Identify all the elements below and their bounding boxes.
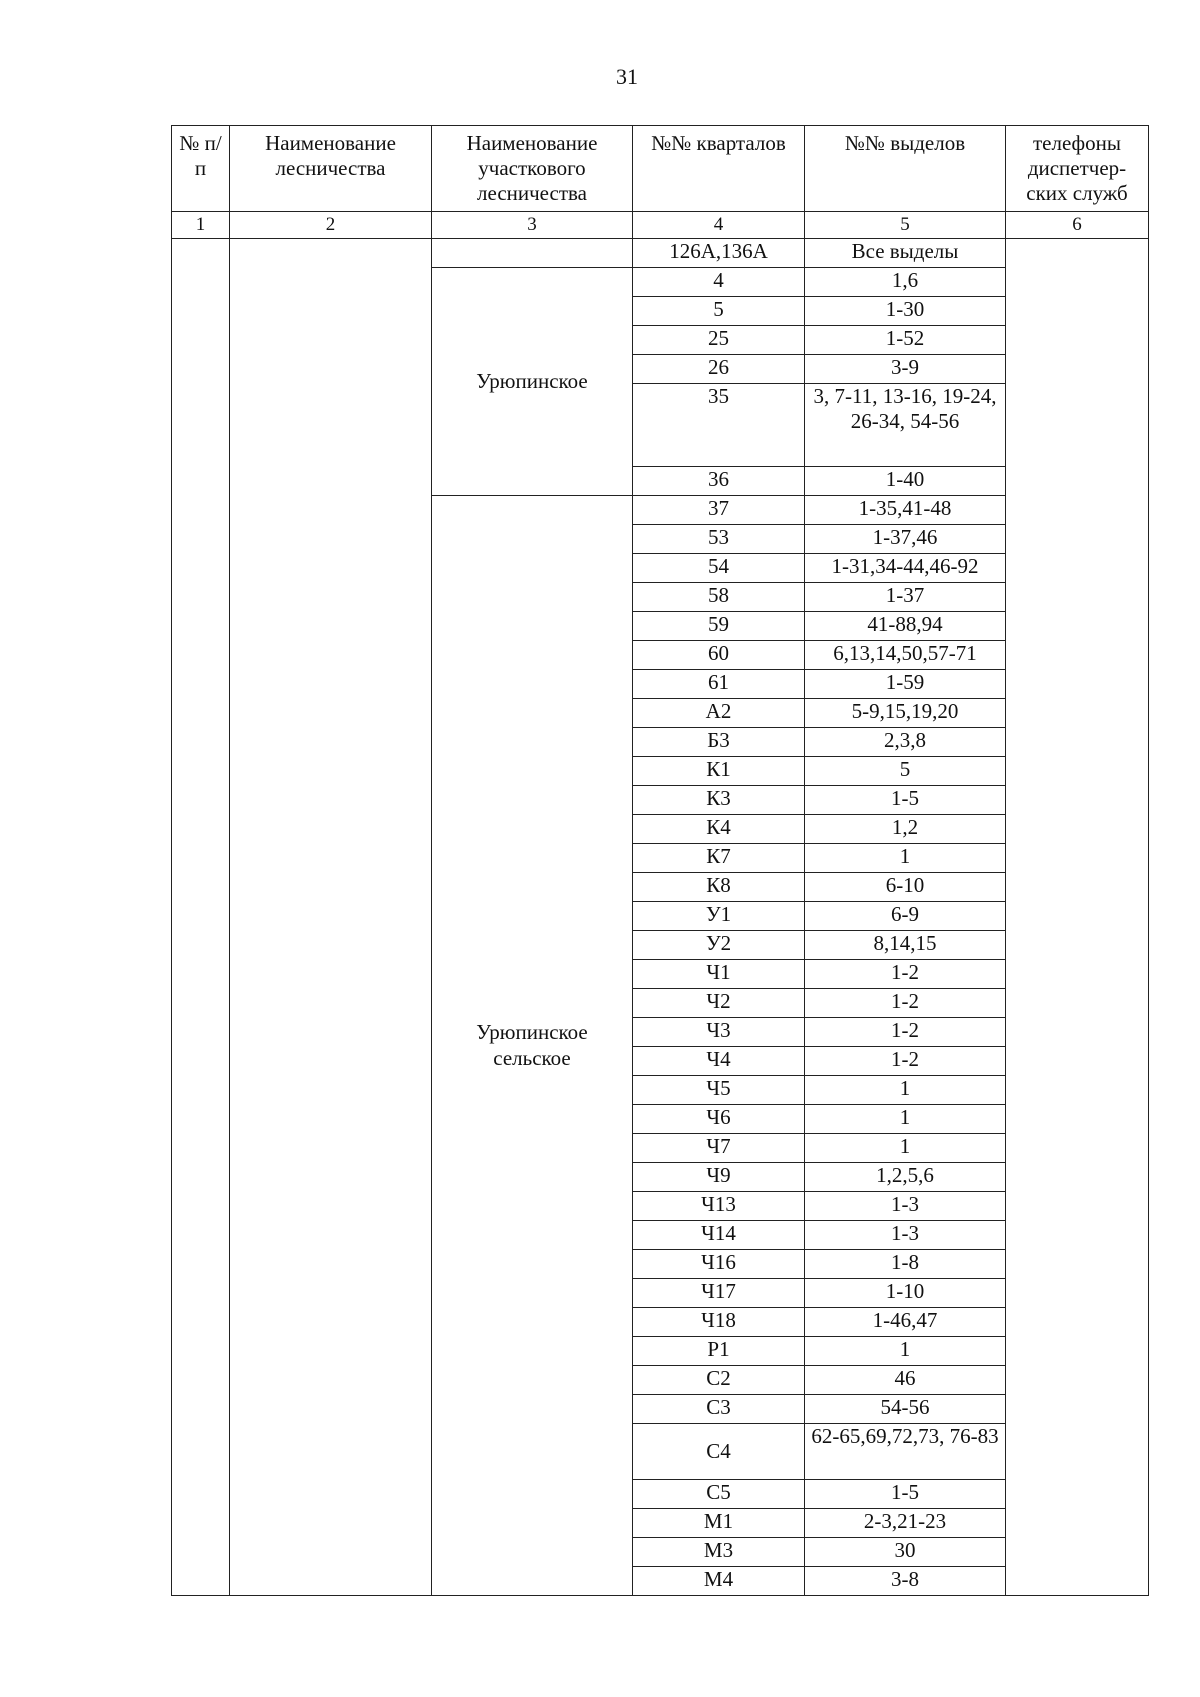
- header-dispatch-phones: телефоны диспетчер-ских служб: [1006, 126, 1149, 212]
- quarter-number: 60: [633, 641, 805, 670]
- quarter-number: Ч4: [633, 1047, 805, 1076]
- section-numbers: 1-8: [805, 1250, 1006, 1279]
- column-number: 2: [230, 212, 432, 239]
- district-forestry-name: [432, 239, 633, 268]
- section-numbers: 1-3: [805, 1221, 1006, 1250]
- forestry-name-cell: [230, 239, 432, 1596]
- section-numbers: 30: [805, 1538, 1006, 1567]
- section-numbers: Все выделы: [805, 239, 1006, 268]
- section-numbers: 1-10: [805, 1279, 1006, 1308]
- quarter-number: К7: [633, 844, 805, 873]
- column-number: 1: [172, 212, 230, 239]
- quarter-number: 126А,136А: [633, 239, 805, 268]
- quarter-number: М3: [633, 1538, 805, 1567]
- quarter-number: К3: [633, 786, 805, 815]
- table-body: [172, 239, 1149, 1596]
- section-numbers: 1-30: [805, 297, 1006, 326]
- section-numbers: 2-3,21-23: [805, 1509, 1006, 1538]
- quarter-number: 36: [633, 467, 805, 496]
- header-number: № п/п: [172, 126, 230, 212]
- column-number: 4: [633, 212, 805, 239]
- header-quarters: №№ кварталов: [633, 126, 805, 212]
- column-number-row: [172, 212, 1149, 239]
- quarter-number: Ч18: [633, 1308, 805, 1337]
- district-forestry-name: Урюпинское: [432, 268, 633, 496]
- section-numbers: 41-88,94: [805, 612, 1006, 641]
- header-district-forestry: Наименование участкового лесничества: [432, 126, 633, 212]
- section-numbers: 1-2: [805, 989, 1006, 1018]
- section-numbers: 2,3,8: [805, 728, 1006, 757]
- row-number-cell: [172, 239, 230, 1596]
- quarter-number: К8: [633, 873, 805, 902]
- section-numbers: 8,14,15: [805, 931, 1006, 960]
- quarter-number: Ч2: [633, 989, 805, 1018]
- quarter-number: 58: [633, 583, 805, 612]
- section-numbers: 1-37: [805, 583, 1006, 612]
- quarter-number: Р1: [633, 1337, 805, 1366]
- section-numbers: 1-2: [805, 960, 1006, 989]
- section-numbers: 5: [805, 757, 1006, 786]
- section-numbers: 1,2: [805, 815, 1006, 844]
- quarter-number: С4: [633, 1424, 805, 1480]
- section-numbers: 1-40: [805, 467, 1006, 496]
- section-numbers: 5-9,15,19,20: [805, 699, 1006, 728]
- section-numbers: 1-2: [805, 1047, 1006, 1076]
- quarter-number: Б3: [633, 728, 805, 757]
- quarter-number: 54: [633, 554, 805, 583]
- quarter-number: У1: [633, 902, 805, 931]
- quarter-number: С2: [633, 1366, 805, 1395]
- section-numbers: 3-9: [805, 355, 1006, 384]
- quarter-number: Ч6: [633, 1105, 805, 1134]
- quarter-number: 37: [633, 496, 805, 525]
- quarter-number: Ч7: [633, 1134, 805, 1163]
- section-numbers: 6-9: [805, 902, 1006, 931]
- section-numbers: 1-35,41-48: [805, 496, 1006, 525]
- section-numbers: 6,13,14,50,57-71: [805, 641, 1006, 670]
- section-numbers: 1-5: [805, 786, 1006, 815]
- quarter-number: М1: [633, 1509, 805, 1538]
- quarter-number: К4: [633, 815, 805, 844]
- quarter-number: 25: [633, 326, 805, 355]
- section-numbers: 1: [805, 844, 1006, 873]
- quarter-number: Ч3: [633, 1018, 805, 1047]
- section-numbers: 46: [805, 1366, 1006, 1395]
- section-numbers: 1-5: [805, 1480, 1006, 1509]
- quarter-number: Ч17: [633, 1279, 805, 1308]
- section-numbers: 1: [805, 1337, 1006, 1366]
- section-numbers: 54-56: [805, 1395, 1006, 1424]
- section-numbers: 1: [805, 1105, 1006, 1134]
- column-number: 3: [432, 212, 633, 239]
- section-numbers: 1,2,5,6: [805, 1163, 1006, 1192]
- section-numbers: 1-59: [805, 670, 1006, 699]
- section-numbers: 1: [805, 1076, 1006, 1105]
- district-forestry-name: Урюпинское сельское: [432, 496, 633, 1596]
- header-sections: №№ выделов: [805, 126, 1006, 212]
- section-numbers: 1-31,34-44,46-92: [805, 554, 1006, 583]
- header-forestry: Наименование лесничества: [230, 126, 432, 212]
- section-numbers: 3, 7-11, 13-16, 19-24, 26-34, 54-56: [805, 384, 1006, 467]
- column-number: 6: [1006, 212, 1149, 239]
- quarter-number: 61: [633, 670, 805, 699]
- section-numbers: 1-52: [805, 326, 1006, 355]
- section-numbers: 1-3: [805, 1192, 1006, 1221]
- quarter-number: М4: [633, 1567, 805, 1596]
- section-numbers: 1,6: [805, 268, 1006, 297]
- page-number: 31: [616, 64, 638, 89]
- section-numbers: 1-37,46: [805, 525, 1006, 554]
- section-numbers: 1-2: [805, 1018, 1006, 1047]
- quarter-number: 4: [633, 268, 805, 297]
- section-numbers: 3-8: [805, 1567, 1006, 1596]
- quarter-number: У2: [633, 931, 805, 960]
- forestry-table: [171, 125, 1149, 1596]
- section-numbers: 1: [805, 1134, 1006, 1163]
- quarter-number: А2: [633, 699, 805, 728]
- quarter-number: Ч5: [633, 1076, 805, 1105]
- quarter-number: Ч9: [633, 1163, 805, 1192]
- quarter-number: 35: [633, 384, 805, 467]
- quarter-number: 53: [633, 525, 805, 554]
- section-numbers: 1-46,47: [805, 1308, 1006, 1337]
- section-numbers: 62-65,69,72,73, 76-83: [805, 1424, 1006, 1480]
- quarter-number: Ч14: [633, 1221, 805, 1250]
- quarter-number: 26: [633, 355, 805, 384]
- quarter-number: Ч13: [633, 1192, 805, 1221]
- table-row: [172, 239, 1149, 268]
- quarter-number: С5: [633, 1480, 805, 1509]
- quarter-number: 59: [633, 612, 805, 641]
- column-number: 5: [805, 212, 1006, 239]
- quarter-number: Ч1: [633, 960, 805, 989]
- quarter-number: Ч16: [633, 1250, 805, 1279]
- quarter-number: С3: [633, 1395, 805, 1424]
- dispatch-phones-cell: [1006, 239, 1149, 1596]
- section-numbers: 6-10: [805, 873, 1006, 902]
- header-row: [172, 126, 1149, 212]
- quarter-number: 5: [633, 297, 805, 326]
- quarter-number: К1: [633, 757, 805, 786]
